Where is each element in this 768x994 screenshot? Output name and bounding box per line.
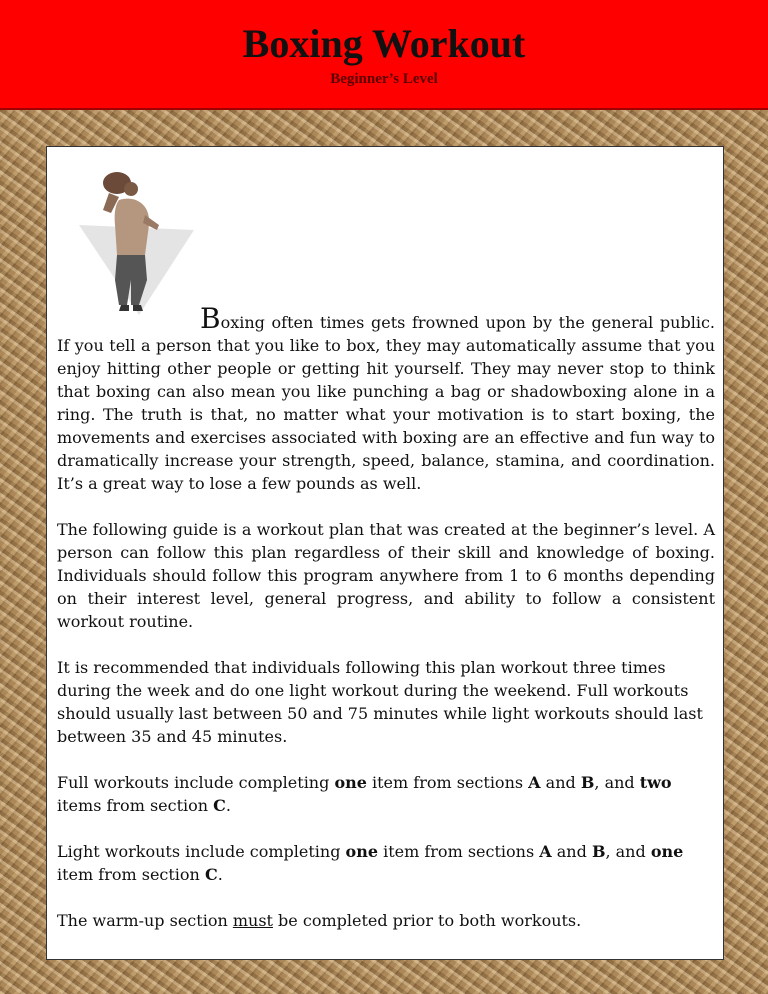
title-banner [0, 0, 768, 110]
page-subtitle: Beginner’s Level [330, 71, 438, 87]
intro-text: oxing often times gets frowned upon by the general public. If you tell a person that you like to box, they may automatically assume that you enjoy hitting other people or getting hit yourself. They may never stop to think that boxing can also mean you like punching a bag or shadowboxing alone in a ring. The truth is that, no matter what your motivation is to start boxing, the movements and exercises associated with boxing are an effective and fun way to dramatically increase your strength, speed, balance, stamina, and coordination. It’s a great way to lose a few pounds as well. [57, 313, 715, 493]
text-run: item from sections [366, 773, 529, 792]
intro-paragraph [57, 302, 715, 495]
guide-paragraph: The following guide is a workout plan that was created at the beginner’s level. A person can follow this plan regardless of their skill and knowledge of boxing. Individuals should follow this program anywhere from 1 to 6 months depending on their interest level, general progress, and ability to follow a consistent workout routine. [57, 520, 715, 631]
full-workout-paragraph [57, 771, 715, 817]
text-run-bold: two [639, 773, 672, 792]
text-run: items from section [57, 796, 214, 815]
boxer-figure-icon [59, 155, 199, 320]
text-run-underline: must [232, 911, 273, 930]
text-run: and [540, 773, 581, 792]
page-title: Boxing Workout [242, 21, 526, 66]
text-run-bold: A [539, 842, 552, 861]
text-run-bold: B [580, 773, 595, 792]
light-workout-paragraph [57, 840, 715, 886]
text-run: and [551, 842, 592, 861]
text-run-bold: A [528, 773, 541, 792]
schedule-paragraph: It is recommended that individuals following this plan workout three times during the week and do one light workout during the weekend. Full workouts should usually last between 50 and 75 minutes while light workouts should last between 35 and 45 minutes. [57, 658, 703, 746]
text-run-bold: one [345, 842, 378, 861]
text-run: , and [594, 773, 640, 792]
text-run-bold: C [204, 865, 218, 884]
text-run: . [217, 865, 223, 884]
text-run: item from section [57, 865, 205, 884]
text-run: item from sections [378, 842, 540, 861]
text-run-bold: B [591, 842, 606, 861]
text-run-bold: C [213, 796, 226, 815]
text-run: The warm-up section [57, 911, 233, 930]
text-run: be completed prior to both workouts. [272, 911, 582, 930]
text-run: Full workouts include completing [57, 773, 335, 792]
text-run-bold: one [334, 773, 367, 792]
warmup-paragraph [57, 909, 715, 932]
text-run-bold: one [650, 842, 684, 861]
drop-letter: B [200, 302, 221, 335]
content-panel [46, 146, 724, 960]
text-run: , and [605, 842, 651, 861]
article-body [57, 302, 715, 955]
text-run: . [225, 796, 231, 815]
text-run: Light workouts include completing [57, 842, 346, 861]
